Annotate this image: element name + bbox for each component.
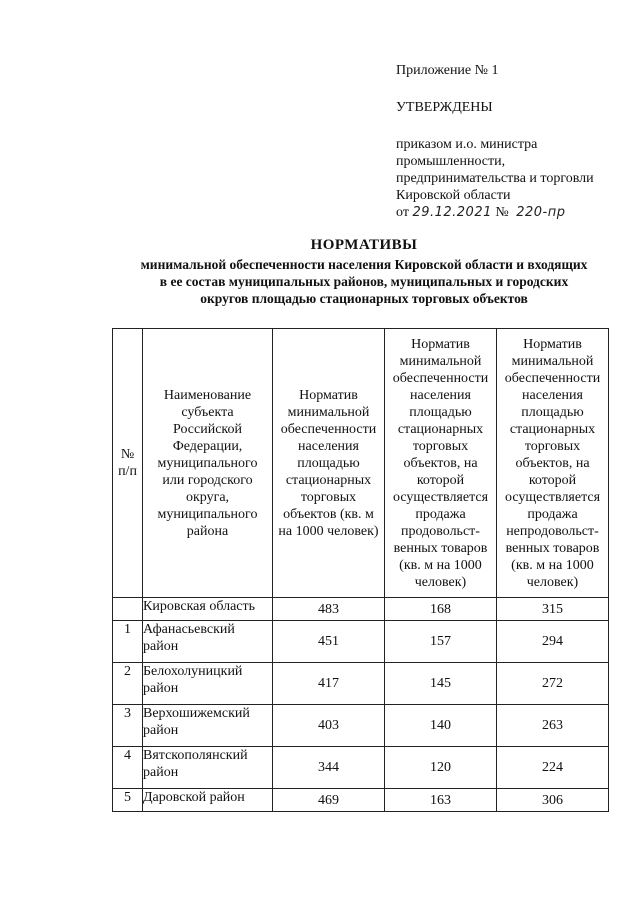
- header-line: п/п: [118, 464, 137, 479]
- row-num: 1: [113, 621, 143, 663]
- row-total: 483: [273, 598, 385, 621]
- header-line: округа,: [185, 489, 230, 505]
- header-line: Федерации,: [172, 438, 243, 454]
- header-line: площадью: [521, 404, 584, 420]
- handwritten-number: 220-пр: [516, 205, 566, 220]
- row-name: Белохолуницкий район: [143, 663, 273, 705]
- order-line: приказом и.о. министра: [396, 137, 538, 152]
- header-line: обеспеченности: [392, 370, 489, 386]
- row-nonfood: 315: [497, 598, 609, 621]
- norms-table: [112, 328, 609, 812]
- header-line: (кв. м на 1000: [399, 557, 482, 573]
- header-line: муниципального: [157, 455, 258, 471]
- table-row: [113, 598, 609, 621]
- header-line: которой: [416, 472, 465, 488]
- header-line: №: [120, 447, 135, 462]
- header-line: осуществляется: [504, 489, 601, 505]
- header-line: которой: [528, 472, 577, 488]
- header-line: Норматив: [523, 336, 582, 352]
- header-line: торговых: [412, 438, 469, 454]
- header-line: стационарных: [285, 472, 372, 488]
- table-row: [113, 663, 609, 705]
- header-line: площадью: [297, 455, 360, 471]
- header-line: муниципального: [157, 506, 258, 522]
- header-line: продовольст-: [401, 523, 480, 539]
- row-name: Вятскополянский район: [143, 747, 273, 789]
- header-line: объектов (кв. м: [283, 506, 374, 522]
- header-line: населения: [298, 438, 359, 454]
- header-line: или городского: [162, 472, 253, 488]
- order-line: промышленности,: [396, 154, 506, 169]
- subtitle-line: минимальной обеспеченности населения Кировской области и входящих: [140, 257, 588, 272]
- header-num: [113, 329, 143, 598]
- header-line: населения: [522, 387, 583, 403]
- row-num: 2: [113, 663, 143, 705]
- subtitle-line: округов площадью стационарных торговых объектов: [200, 291, 528, 306]
- row-nonfood: 306: [497, 789, 609, 812]
- row-name: Даровской район: [143, 789, 273, 812]
- header-line: человек): [414, 574, 467, 590]
- header-line: объектов, на: [403, 455, 478, 471]
- row-name: Кировская область: [143, 598, 273, 621]
- row-num: 3: [113, 705, 143, 747]
- header-line: минимальной: [287, 404, 370, 420]
- header-line: минимальной: [511, 353, 594, 369]
- appendix-label: Приложение № 1: [396, 63, 499, 78]
- header-line: площадью: [409, 404, 472, 420]
- row-num: [113, 598, 143, 621]
- order-line: Кировской области: [396, 188, 511, 203]
- header-line: торговых: [300, 489, 357, 505]
- header-line: продажа: [527, 506, 578, 522]
- row-food: 157: [385, 621, 497, 663]
- header-line: стационарных: [397, 421, 484, 437]
- row-food: 140: [385, 705, 497, 747]
- header-line: стационарных: [509, 421, 596, 437]
- row-nonfood: 263: [497, 705, 609, 747]
- row-nonfood: 272: [497, 663, 609, 705]
- number-prefix: №: [495, 205, 509, 220]
- header-line: Норматив: [299, 387, 358, 403]
- table-row: [113, 621, 609, 663]
- table-row: [113, 747, 609, 789]
- approval-block: [396, 62, 636, 221]
- row-name: Афанасьевский район: [143, 621, 273, 663]
- header-line: обеспеченности: [504, 370, 601, 386]
- row-food: 168: [385, 598, 497, 621]
- header-line: человек): [526, 574, 579, 590]
- header-line: минимальной: [399, 353, 482, 369]
- handwritten-date: 29.12.2021: [412, 205, 492, 220]
- table-row: [113, 789, 609, 812]
- header-line: района: [186, 523, 229, 539]
- row-num: 4: [113, 747, 143, 789]
- row-num: 5: [113, 789, 143, 812]
- header-line: Российской: [173, 421, 242, 437]
- header-line: на 1000 человек): [278, 523, 379, 539]
- header-line: торговых: [524, 438, 581, 454]
- document-subtitle: [108, 256, 620, 307]
- header-line: (кв. м на 1000: [511, 557, 594, 573]
- header-line: непродовольст-: [506, 523, 599, 539]
- header-line: Наименование: [163, 387, 252, 403]
- header-line: населения: [410, 387, 471, 403]
- document-title: НОРМАТИВЫ: [310, 237, 418, 253]
- header-name: [143, 329, 273, 598]
- row-total: 469: [273, 789, 385, 812]
- row-total: 451: [273, 621, 385, 663]
- row-nonfood: 294: [497, 621, 609, 663]
- header-total: [273, 329, 385, 598]
- from-prefix: от: [396, 205, 409, 220]
- header-line: обеспеченности: [280, 421, 377, 437]
- document-title-block: [108, 236, 620, 307]
- row-total: 344: [273, 747, 385, 789]
- order-date-number-line: [396, 204, 636, 221]
- subtitle-line: в ее состав муниципальных районов, муниципальных и городских: [159, 274, 569, 289]
- header-line: венных товаров: [393, 540, 488, 556]
- header-line: субъекта: [181, 404, 234, 420]
- header-line: продажа: [415, 506, 466, 522]
- header-food: [385, 329, 497, 598]
- row-food: 163: [385, 789, 497, 812]
- header-line: венных товаров: [505, 540, 600, 556]
- approved-label: УТВЕРЖДЕНЫ: [396, 100, 493, 115]
- row-total: 417: [273, 663, 385, 705]
- row-total: 403: [273, 705, 385, 747]
- header-line: Норматив: [411, 336, 470, 352]
- row-food: 120: [385, 747, 497, 789]
- order-line: предпринимательства и торговли: [396, 171, 594, 186]
- table-row: [113, 705, 609, 747]
- row-nonfood: 224: [497, 747, 609, 789]
- header-nonfood: [497, 329, 609, 598]
- row-name: Верхошижемский район: [143, 705, 273, 747]
- header-line: осуществляется: [392, 489, 489, 505]
- row-food: 145: [385, 663, 497, 705]
- header-line: объектов, на: [515, 455, 590, 471]
- table-header-row: [113, 329, 609, 598]
